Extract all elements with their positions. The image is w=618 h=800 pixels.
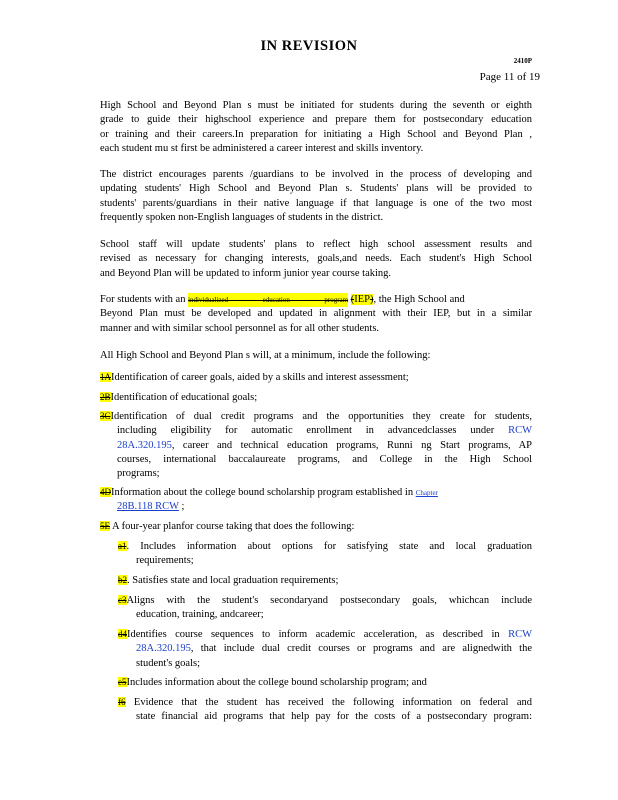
item-text: ; bbox=[178, 501, 185, 513]
text-line: students' parents/guardians in their native language if that language is one of the two most bbox=[100, 197, 532, 209]
item-text: Identification of dual credit programs and the opportunities they create for students, bbox=[110, 411, 532, 422]
list-marker: 4D bbox=[100, 487, 111, 497]
text-line bbox=[100, 439, 532, 453]
highlighted-text: IEP bbox=[354, 294, 370, 305]
list-item bbox=[100, 409, 532, 481]
item-text: A four-year planfor course taking that does the following: bbox=[112, 521, 355, 532]
paragraph-iep bbox=[100, 293, 532, 336]
sub-list-item bbox=[118, 573, 532, 588]
sub-list-item bbox=[118, 593, 532, 623]
list-marker: 1A bbox=[100, 372, 111, 382]
list-marker: f6 bbox=[118, 697, 126, 707]
item-text: , that include dual credit courses or programs and are alignedwith the bbox=[190, 643, 532, 655]
text-line: revised as necessary for changing interests, goals,and needs. Each student's High School bbox=[100, 253, 532, 265]
text-line bbox=[118, 627, 532, 642]
text-line bbox=[118, 573, 532, 588]
item-text: Includes information about the college bound scholarship program; and bbox=[126, 677, 427, 688]
list-marker: d4 bbox=[118, 629, 127, 639]
sub-list-item bbox=[118, 627, 532, 671]
sub-list-item bbox=[118, 675, 532, 690]
rcw-link[interactable]: 28A.320.195 bbox=[117, 439, 172, 451]
text-line bbox=[100, 500, 532, 514]
text-line: state financial aid programs that help pay for the costs of a postsecondary program: bbox=[136, 711, 532, 723]
paragraph-parents bbox=[100, 168, 532, 225]
text-line: Beyond Plan must be developed and updated in alignment with their IEP, but in a similar bbox=[100, 308, 532, 320]
text-line: student's goals; bbox=[136, 657, 201, 669]
text-line: frequently spoken non-English languages of students in the district. bbox=[100, 211, 384, 223]
item-text: Identifies course sequences to inform academic acceleration, as described in bbox=[127, 629, 500, 640]
item-text: Identification of educational goals; bbox=[110, 392, 258, 403]
text-line: programs; bbox=[117, 468, 160, 480]
sub-list-item bbox=[118, 695, 532, 725]
list-item bbox=[100, 390, 532, 405]
text-line bbox=[118, 642, 532, 656]
item-text: Identification of career goals, aided by a skills and interest assessment; bbox=[111, 372, 409, 383]
paragraph-staff-update bbox=[100, 238, 532, 281]
text-line bbox=[100, 370, 532, 385]
text-line: manner and with similar school personnel as for all other students. bbox=[100, 322, 380, 334]
text-line: requirements; bbox=[136, 555, 194, 567]
deleted-text: individualized education program bbox=[188, 293, 348, 307]
item-text: . Satisfies state and local graduation requirements; bbox=[127, 575, 339, 586]
item-text: Evidence that the student has received the following information on federal and bbox=[133, 697, 532, 708]
rcw-link[interactable]: RCW bbox=[508, 425, 533, 437]
paragraph-minimum-include bbox=[100, 349, 532, 363]
page-number: Page 11 of 19 bbox=[479, 71, 540, 83]
sub-list-item bbox=[118, 539, 532, 569]
text-fragment: , the High School and bbox=[373, 294, 465, 305]
revision-title: IN REVISION bbox=[260, 38, 358, 54]
text-line bbox=[118, 695, 532, 710]
list-item bbox=[100, 485, 532, 515]
list-marker: 2B bbox=[100, 392, 111, 402]
text-line: grade to guide their highschool experience and prepare them for postsecondary education bbox=[100, 114, 532, 126]
text-line: The district encourages parents /guardians to be involved in the process of developing and bbox=[100, 169, 532, 180]
list-marker: e5 bbox=[118, 677, 127, 687]
text-line bbox=[100, 293, 532, 307]
chapter-link[interactable]: Chapter bbox=[415, 489, 438, 497]
text-line bbox=[100, 519, 532, 534]
text-line bbox=[118, 675, 532, 690]
text-line bbox=[100, 485, 532, 500]
text-line: All High School and Beyond Plan s will, at a minimum, include the following: bbox=[100, 350, 431, 361]
text-line: courses, international baccalaureate programs, and College in the High School bbox=[117, 453, 532, 465]
rcw-link[interactable]: 28B.118 RCW bbox=[117, 501, 179, 513]
deleted-paren: ) bbox=[369, 294, 374, 305]
text-line: education, training, andcareer; bbox=[136, 609, 264, 621]
list-marker: c3 bbox=[118, 595, 127, 605]
text-fragment: For students with an bbox=[100, 294, 186, 305]
item-text: Aligns with the student's secondaryand postsecondary goals, whichcan include bbox=[126, 595, 532, 606]
document-code: 2410P bbox=[513, 57, 532, 65]
text-line bbox=[100, 390, 532, 405]
text-line bbox=[100, 409, 532, 424]
item-text: including eligibility for automatic enrollment in advancedclasses under bbox=[117, 425, 495, 437]
rcw-link[interactable]: RCW bbox=[508, 629, 533, 640]
text-line: updating students' High School and Beyond Plan s. Students' plans will be provided to bbox=[100, 183, 532, 195]
text-line: and Beyond Plan will be updated to inform junior year course taking. bbox=[100, 267, 392, 279]
item-text: Information about the college bound scholarship program established in bbox=[111, 487, 414, 498]
text-line bbox=[118, 593, 532, 608]
item-text: . Includes information about options for satisfying state and local graduation bbox=[126, 541, 532, 552]
item-text: , career and technical education programs, Runni ng Start programs, AP bbox=[171, 439, 532, 451]
list-marker: a1 bbox=[118, 541, 127, 551]
deleted-paren: ( bbox=[350, 294, 355, 305]
list-marker: 3C bbox=[100, 411, 111, 421]
list-marker: 5E bbox=[100, 521, 110, 531]
paragraph-plan-initiation bbox=[100, 99, 532, 156]
text-line: or training and their careers.In preparation for initiating a High School and Beyond Plan , bbox=[100, 128, 532, 140]
text-line bbox=[100, 424, 532, 438]
list-item bbox=[100, 370, 532, 385]
text-line bbox=[118, 539, 532, 554]
text-line: High School and Beyond Plan s must be initiated for students during the seventh or eighth bbox=[100, 100, 532, 111]
list-item bbox=[100, 519, 532, 534]
text-line: each student mu st first be administered a career interest and skills inventory. bbox=[100, 142, 424, 154]
rcw-link[interactable]: 28A.320.195 bbox=[136, 643, 191, 655]
text-line: School staff will update students' plans to reflect high school assessment results and bbox=[100, 239, 532, 250]
list-marker: b2 bbox=[118, 575, 127, 585]
